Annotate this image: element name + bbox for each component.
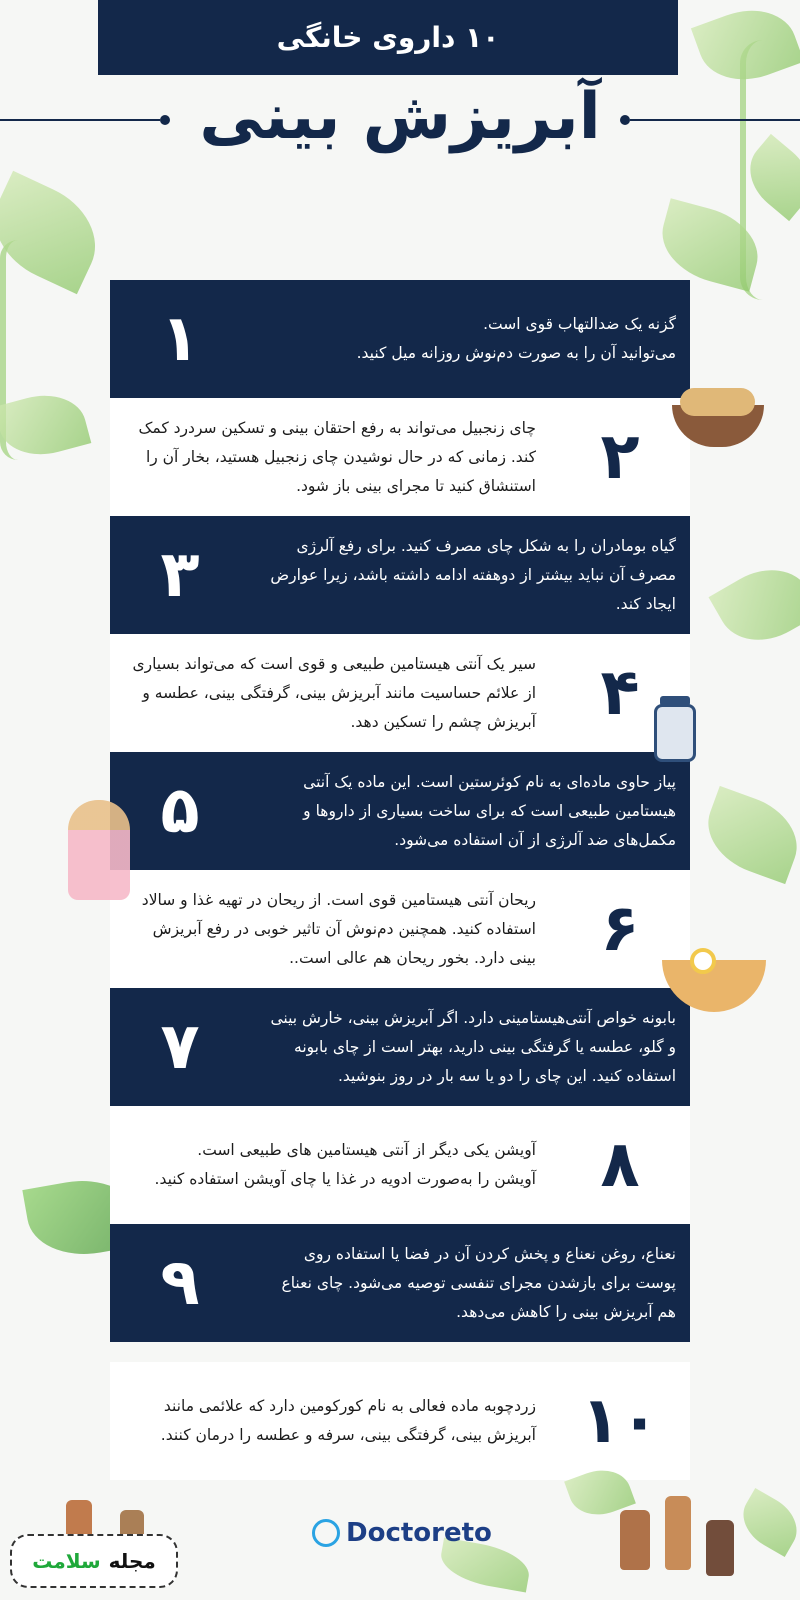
subtitle-banner	[98, 0, 678, 75]
remedy-number: ۸	[600, 1128, 640, 1202]
oil-bottle-illustration	[620, 1510, 650, 1570]
remedy-item-6	[110, 870, 690, 988]
badge-word-2: سلامت	[32, 1549, 101, 1573]
remedy-number: ۵	[160, 774, 200, 848]
remedy-text: زردچوبه ماده فعالی به نام کورکومین دارد که علائمی مانند آبریزش بینی، گرفتگی بینی، سرفه و عطسه را درمان کنند.	[160, 1397, 536, 1444]
remedy-item-8	[110, 1106, 690, 1224]
brand-logo	[312, 1518, 492, 1548]
jar-lid-illustration	[660, 696, 690, 706]
remedy-text: نعناع، روغن نعناع و پخش کردن آن در فضا یا استفاده روی پوست برای بازشدن مجرای تنفسی توصیه می‌شود. چای نعناع هم آبریزش بینی را کاهش می‌دهد.	[281, 1244, 676, 1321]
remedy-number: ۷	[160, 1010, 200, 1084]
title-divider-left	[0, 119, 160, 121]
chamomile-flower-illustration	[690, 948, 716, 974]
ginger-illustration	[680, 388, 755, 416]
medicine-jar-illustration	[654, 704, 696, 762]
remedy-number: ۴	[600, 656, 640, 730]
remedy-text: بابونه خواص آنتی‌هیستامینی دارد. اگر آبریزش بینی، خارش بینی و گلو، عطسه یا گرفتگی بینی دارید، بهتر است از چای بابونه استفاده کنید. این چای را دو یا سه بار در روز بنوشید.	[270, 1008, 676, 1085]
stethoscope-icon	[312, 1519, 340, 1547]
oil-bottle-illustration	[706, 1520, 734, 1576]
remedy-number: ۳	[160, 538, 200, 612]
title-divider-dot-left	[160, 115, 170, 125]
brand-name: Doctoreto	[346, 1518, 492, 1548]
title-divider-dot-right	[620, 115, 630, 125]
remedy-item-9	[110, 1224, 690, 1342]
subtitle: ۱۰ داروی خانگی	[276, 21, 500, 54]
page-title: آبریزش بینی	[199, 80, 601, 154]
woman-smelling-illustration	[68, 800, 130, 900]
remedy-text: گیاه بومادران را به شکل چای مصرف کنید. برای رفع آلرژی مصرف آن نباید بیشتر از دوهفته ادامه داشته باشد، زیرا عوارض ایجاد کند.	[270, 536, 676, 613]
oil-bottle-illustration	[665, 1496, 691, 1570]
remedy-number: ۱۰	[580, 1384, 660, 1458]
remedy-number: ۹	[160, 1246, 200, 1320]
leaf-decoration	[733, 1488, 800, 1557]
remedy-text: چای زنجبیل می‌تواند به رفع احتقان بینی و تسکین سردرد کمک کند. زمانی که در حال نوشیدن چای زنجبیل هستید، بخار آن را استنشاق کنید تا مجرای بینی باز شود.	[138, 418, 536, 495]
remedy-number: ۱	[160, 302, 200, 376]
remedy-text: گزنه یک ضدالتهاب قوی است. می‌توانید آن را به صورت دم‌نوش روزانه میل کنید.	[356, 315, 676, 362]
remedy-text: ریحان آنتی هیستامین قوی است. از ریحان در تهیه غذا و سالاد استفاده کنید. همچنین دم‌نوش آن تاثیر خوبی در رفع آبریزش بینی دارد. بخور ریحان هم عالی است..	[141, 890, 536, 967]
remedy-item-1	[110, 280, 690, 398]
remedy-number: ۶	[600, 892, 640, 966]
remedy-item-2	[110, 398, 690, 516]
remedy-item-4	[110, 634, 690, 752]
remedy-item-7	[110, 988, 690, 1106]
remedy-text: پیاز حاوی ماده‌ای به نام کوئرستین است. این ماده یک آنتی هیستامین طبیعی است که برای ساخت بسیاری از داروها و مکمل‌های ضد آلرژی از آن استفاده می‌شود.	[303, 772, 676, 849]
leaf-decoration	[696, 786, 800, 884]
badge-word-1: مجله	[108, 1549, 156, 1573]
remedy-item-3	[110, 516, 690, 634]
remedy-text: آویشن یکی دیگر از آنتی هیستامین های طبیعی است. آویشن را به‌صورت ادویه در غذا یا چای آویشن استفاده کنید.	[154, 1141, 536, 1188]
remedy-item-5	[110, 752, 690, 870]
leaf-decoration	[709, 552, 800, 658]
magazine-badge	[10, 1534, 178, 1588]
remedy-text: سیر یک آنتی هیستامین طبیعی و قوی است که می‌تواند بسیاری از علائم حساسیت مانند آبریزش بینی، گرفتگی بینی، عطسه و آبریزش چشم را تسکین دهد.	[132, 654, 536, 731]
remedy-number: ۲	[600, 420, 640, 494]
remedy-item-10	[110, 1362, 690, 1480]
title-divider-right	[630, 119, 800, 121]
